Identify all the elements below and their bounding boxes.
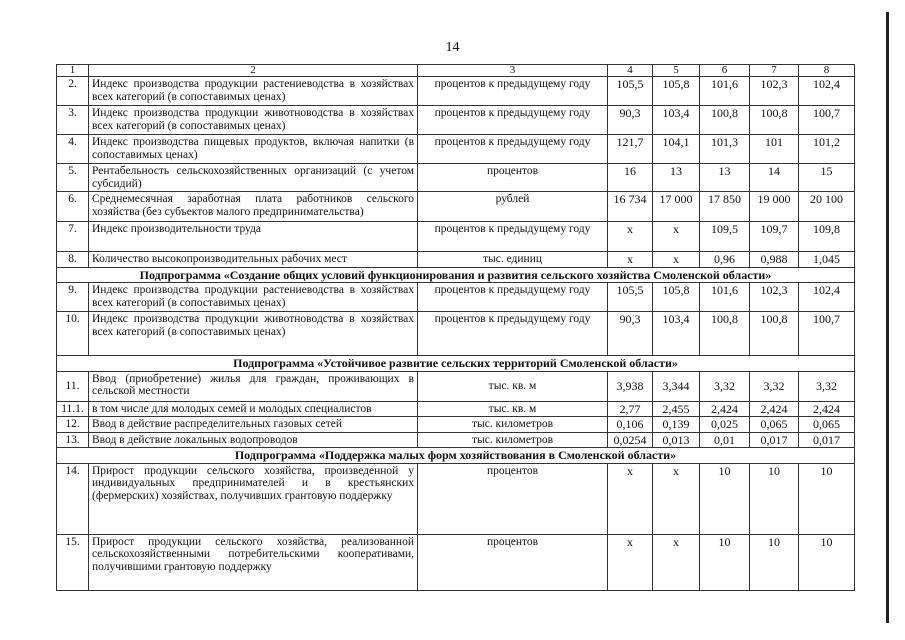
indicator-value: 0,139	[653, 417, 700, 433]
indicator-value: 2,424	[799, 401, 855, 417]
column-number: 1	[57, 65, 89, 77]
indicator-name: Индекс производства продукции растениеводства в хозяйствах всех категорий (в сопоставимых ценах)	[89, 77, 418, 106]
page-number: 14	[445, 40, 460, 55]
indicator-value: 16 734	[608, 192, 653, 222]
indicator-value: 109,5	[700, 222, 750, 252]
indicator-value: 10	[750, 534, 799, 590]
indicator-value: x	[653, 252, 700, 268]
indicator-value: 3,938	[608, 371, 653, 401]
row-number: 14.	[57, 463, 89, 534]
indicator-value: 2,77	[608, 401, 653, 417]
unit-of-measure: процентов к предыдущему году	[418, 77, 608, 106]
indicator-value: 14	[750, 164, 799, 192]
indicator-value: 2,424	[700, 401, 750, 417]
indicator-value: 101,3	[700, 135, 750, 164]
row-number: 5.	[57, 164, 89, 192]
indicator-value: 102,4	[799, 283, 855, 312]
table-row	[57, 106, 855, 135]
column-number: 6	[700, 65, 750, 77]
row-number: 3.	[57, 106, 89, 135]
indicator-name: Ввод (приобретение) жилья для граждан, проживающих в сельской местности	[89, 371, 418, 401]
unit-of-measure: процентов к предыдущему году	[418, 106, 608, 135]
indicator-value: 100,7	[799, 312, 855, 356]
indicator-value: 105,8	[653, 283, 700, 312]
indicator-value: 2,424	[750, 401, 799, 417]
indicator-value: 3,32	[799, 371, 855, 401]
indicator-value: 3,344	[653, 371, 700, 401]
indicator-value: 2,455	[653, 401, 700, 417]
unit-of-measure: процентов	[418, 463, 608, 534]
indicator-value: 13	[700, 164, 750, 192]
indicator-value: 0,01	[700, 432, 750, 448]
indicator-value: 10	[799, 463, 855, 534]
indicator-value: 19 000	[750, 192, 799, 222]
indicator-value: x	[608, 534, 653, 590]
indicator-value: 105,5	[608, 77, 653, 106]
indicator-name: Ввод в действие распределительных газовых сетей	[89, 417, 418, 433]
column-number: 7	[750, 65, 799, 77]
indicator-value: x	[608, 252, 653, 268]
indicator-value: 102,3	[750, 283, 799, 312]
table-row	[57, 312, 855, 356]
table-row	[57, 135, 855, 164]
row-number: 13.	[57, 432, 89, 448]
indicator-value: 121,7	[608, 135, 653, 164]
indicator-name: Индекс производства продукции растениеводства в хозяйствах всех категорий (в сопоставимых ценах)	[89, 283, 418, 312]
indicator-value: x	[608, 463, 653, 534]
row-number: 6.	[57, 192, 89, 222]
indicator-value: 17 850	[700, 192, 750, 222]
table-row	[57, 164, 855, 192]
indicators-table	[56, 64, 855, 591]
table-row	[57, 222, 855, 252]
indicator-name: Среднемесячная заработная плата работников сельского хозяйства (без субъектов малого предпринимательства)	[89, 192, 418, 222]
indicator-value: 0,013	[653, 432, 700, 448]
column-number: 3	[418, 65, 608, 77]
indicator-name: Прирост продукции сельского хозяйства, произведенной у индивидуальных предпринимателей и в крестьянских (фермерских) хозяйствах, получивших грантовую поддержку	[89, 463, 418, 534]
indicator-value: 100,8	[750, 312, 799, 356]
indicator-value: 0,106	[608, 417, 653, 433]
column-number: 5	[653, 65, 700, 77]
unit-of-measure: тыс. кв. м	[418, 371, 608, 401]
indicator-value: 0,0254	[608, 432, 653, 448]
unit-of-measure: процентов к предыдущему году	[418, 283, 608, 312]
table-row	[57, 283, 855, 312]
table-row	[57, 417, 855, 433]
unit-of-measure: процентов	[418, 164, 608, 192]
unit-of-measure: тыс. кв. м	[418, 401, 608, 417]
row-number: 9.	[57, 283, 89, 312]
table-row	[57, 463, 855, 534]
indicator-value: 90,3	[608, 312, 653, 356]
table-header-row	[57, 65, 855, 77]
indicator-value: 101,2	[799, 135, 855, 164]
subprogram-row	[57, 356, 855, 372]
table-row	[57, 77, 855, 106]
indicator-value: 109,8	[799, 222, 855, 252]
subprogram-title: Подпрограмма «Поддержка малых форм хозяйствования в Смоленской области»	[57, 448, 855, 464]
indicator-value: x	[653, 222, 700, 252]
indicator-value: 101,6	[700, 283, 750, 312]
column-number: 8	[799, 65, 855, 77]
indicator-value: 102,3	[750, 77, 799, 106]
unit-of-measure: процентов к предыдущему году	[418, 135, 608, 164]
column-number: 2	[89, 65, 418, 77]
row-number: 8.	[57, 252, 89, 268]
indicator-value: 0,025	[700, 417, 750, 433]
indicator-value: 17 000	[653, 192, 700, 222]
indicator-value: 0,065	[799, 417, 855, 433]
unit-of-measure: процентов к предыдущему году	[418, 222, 608, 252]
indicator-value: x	[653, 463, 700, 534]
unit-of-measure: тыс. километров	[418, 432, 608, 448]
indicator-value: 3,32	[700, 371, 750, 401]
indicator-value: x	[608, 222, 653, 252]
subprogram-title: Подпрограмма «Устойчивое развитие сельских территорий Смоленской области»	[57, 356, 855, 372]
row-number: 4.	[57, 135, 89, 164]
table-row	[57, 371, 855, 401]
table-row	[57, 401, 855, 417]
row-number: 2.	[57, 77, 89, 106]
table-body	[57, 65, 855, 591]
indicator-name: Количество высокопроизводительных рабочих мест	[89, 252, 418, 268]
row-number: 10.	[57, 312, 89, 356]
indicator-name: Ввод в действие локальных водопроводов	[89, 432, 418, 448]
table-row	[57, 192, 855, 222]
indicator-value: 15	[799, 164, 855, 192]
unit-of-measure: тыс. единиц	[418, 252, 608, 268]
indicator-value: 103,4	[653, 106, 700, 135]
row-number: 7.	[57, 222, 89, 252]
subprogram-row	[57, 448, 855, 464]
indicator-value: 90,3	[608, 106, 653, 135]
indicator-value: 103,4	[653, 312, 700, 356]
indicator-value: 10	[799, 534, 855, 590]
indicator-value: 0,065	[750, 417, 799, 433]
row-number: 11.	[57, 371, 89, 401]
row-number: 12.	[57, 417, 89, 433]
indicator-value: 100,8	[700, 106, 750, 135]
page-edge-line	[886, 12, 889, 623]
table-row	[57, 432, 855, 448]
indicator-name: Прирост продукции сельского хозяйства, реализованной сельскохозяйственными потребительскими кооперативами, получившими грантовую поддержку	[89, 534, 418, 590]
indicator-name: Индекс производства продукции животноводства в хозяйствах всех категорий (в сопоставимых ценах)	[89, 106, 418, 135]
unit-of-measure: процентов к предыдущему году	[418, 312, 608, 356]
indicator-value: 102,4	[799, 77, 855, 106]
indicator-value: 100,7	[799, 106, 855, 135]
unit-of-measure: рублей	[418, 192, 608, 222]
table-row	[57, 252, 855, 268]
indicator-name: Индекс производительности труда	[89, 222, 418, 252]
indicator-value: 0,017	[750, 432, 799, 448]
indicator-value: 100,8	[750, 106, 799, 135]
table-row	[57, 534, 855, 590]
indicator-value: 105,8	[653, 77, 700, 106]
indicator-name: в том числе для молодых семей и молодых специалистов	[89, 401, 418, 417]
indicator-value: 10	[700, 463, 750, 534]
indicator-value: 1,045	[799, 252, 855, 268]
indicator-value: 101	[750, 135, 799, 164]
indicator-value: 109,7	[750, 222, 799, 252]
indicator-value: 0,988	[750, 252, 799, 268]
indicator-value: 0,96	[700, 252, 750, 268]
row-number: 15.	[57, 534, 89, 590]
indicator-value: 13	[653, 164, 700, 192]
row-number: 11.1.	[57, 401, 89, 417]
indicator-value: x	[653, 534, 700, 590]
indicator-value: 20 100	[799, 192, 855, 222]
subprogram-row	[57, 267, 855, 283]
indicator-value: 105,5	[608, 283, 653, 312]
indicator-value: 104,1	[653, 135, 700, 164]
indicator-value: 100,8	[700, 312, 750, 356]
unit-of-measure: процентов	[418, 534, 608, 590]
indicator-value: 3,32	[750, 371, 799, 401]
unit-of-measure: тыс. километров	[418, 417, 608, 433]
indicator-name: Индекс производства продукции животноводства в хозяйствах всех категорий (в сопоставимых ценах)	[89, 312, 418, 356]
indicator-value: 10	[700, 534, 750, 590]
indicator-value: 16	[608, 164, 653, 192]
indicator-value: 10	[750, 463, 799, 534]
column-number: 4	[608, 65, 653, 77]
indicator-value: 101,6	[700, 77, 750, 106]
subprogram-title: Подпрограмма «Создание общих условий функционирования и развития сельского хозяйства Смоленской области»	[57, 267, 855, 283]
indicator-name: Рентабельность сельскохозяйственных организаций (с учетом субсидий)	[89, 164, 418, 192]
indicator-name: Индекс производства пищевых продуктов, включая напитки (в сопоставимых ценах)	[89, 135, 418, 164]
indicator-value: 0,017	[799, 432, 855, 448]
